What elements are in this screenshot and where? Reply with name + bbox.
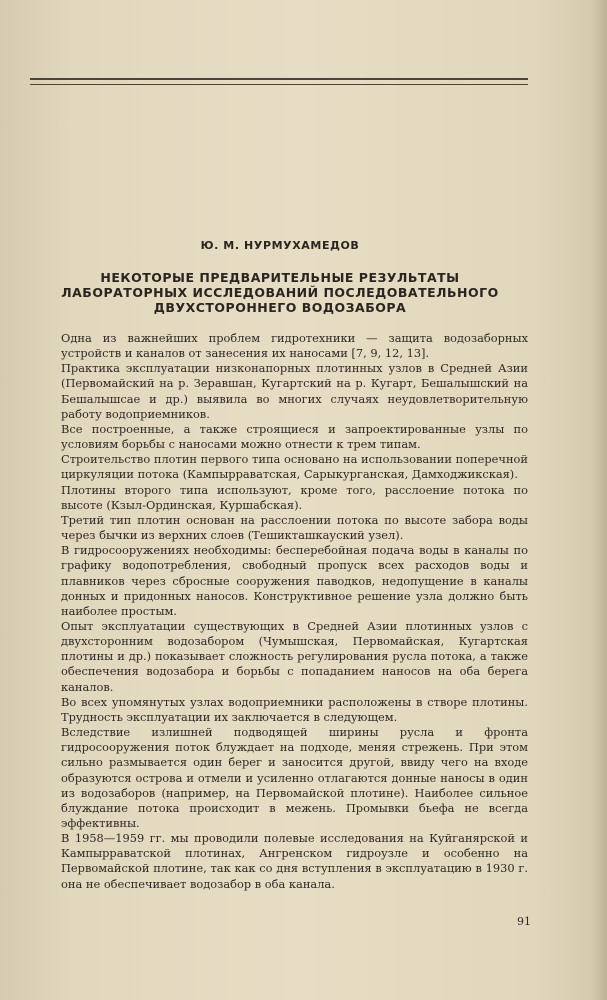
paragraph-10: Вследствие излишней подводящей ширины русла и фронта гидросооружения поток блуждает на подходе, меняя стрежень. При этом сильно размывается один берег и заносится другой, ввиду чего на входе образуются острова и отмели и усиленно отлагаются донные наносы в один из водозаборов (например, на Первомайской плотине). Наиболее сильное блуждание потока происходит в межень. Промывки бьефа не всегда эффективны. [61,725,528,830]
header-rule-thin [30,84,528,85]
paragraph-9: Во всех упомянутых узлах водоприемники расположены в створе плотины. Трудность эксплуатации их заключается в следующем. [61,694,528,724]
paragraph-4: Строительство плотин первого типа основано на использовании поперечной циркуляции потока (Кампырраватская, Сарыкурганская, Дамходжикская). [61,452,528,482]
title-line-1: НЕКОТОРЫЕ ПРЕДВАРИТЕЛЬНЫЕ РЕЗУЛЬТАТЫ [100,270,460,285]
page-edge-shadow [591,0,607,1000]
article-body [61,331,528,892]
header-rule-thick [30,78,528,80]
title-line-3: ДВУХСТОРОННЕГО ВОДОЗАБОРА [153,300,407,315]
paragraph-2: Практика эксплуатации низконапорных плотинных узлов в Средней Азии (Первомайский на р. Зеравшан, Кугартский на р. Кугарт, Бешалышский на Бешалышсае и др.) выявила во многих случаях неудовлетворительную работу водоприемников. [61,361,528,421]
author-name: Ю. М. НУРМУХАМЕДОВ [200,239,360,252]
title-line-2: ЛАБОРАТОРНЫХ ИССЛЕДОВАНИЙ ПОСЛЕДОВАТЕЛЬНОГО [61,285,499,300]
paragraph-7: В гидросооружениях необходимы: бесперебойная подача воды в каналы по графику водопотребления, свободный пропуск всех расходов воды и плавников через сбросные сооружения паводков, недопущение в каналы донных и придонных наносов. Конструктивное решение узла должно быть наиболее простым. [61,543,528,618]
article-title [0,270,560,315]
paragraph-6: Третий тип плотин основан на расслоении потока по высоте забора воды через бычки из верхних слоев (Тешикташкауский узел). [61,512,528,543]
paragraph-1: Одна из важнейших проблем гидротехники — защита водозаборных устройств и каналов от занесения их наносами [7, 9, 12, 13]. [61,331,528,361]
paragraph-3: Все построенные, а также строящиеся и запроектированные узлы по условиям борьбы с наносами можно отнести к трем типам. [61,421,528,452]
paragraph-11: В 1958—1959 гг. мы проводили полевые исследования на Куйганярской и Кампырраватской плотинах, Ангренском гидроузле и особенно на Первомайской плотине, так как со дня вступления в эксплуатацию в 1930 г. она не обеспечивает водозабор в оба канала. [61,831,528,891]
paragraph-8: Опыт эксплуатации существующих в Средней Азии плотинных узлов с двухсторонним водозабором (Чумышская, Первомайская, Кугартская плотины и др.) показывает сложность регулирования русла потока, а также обеспечения водозабора и борьбы с попаданием наносов на оба берега каналов. [61,618,528,694]
page-number: 91 [517,915,531,928]
paragraph-5: Плотины второго типа используют, кроме того, расслоение потока по высоте (Кзыл-Ординская, Куршабская). [61,482,528,512]
